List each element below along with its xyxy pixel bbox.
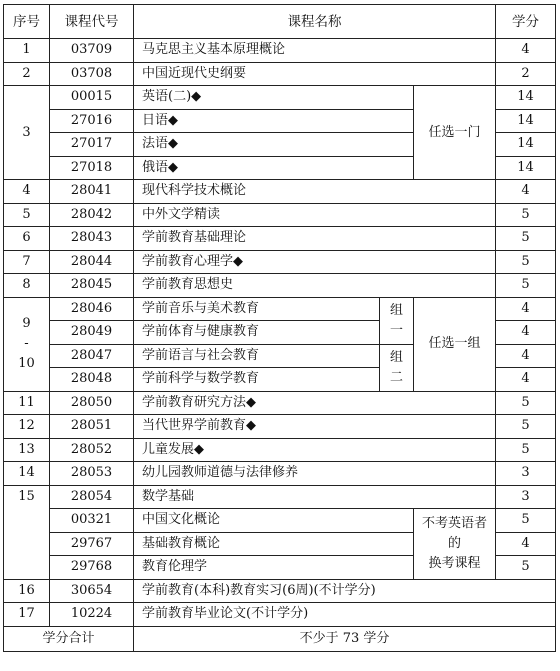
table-row <box>4 391 556 415</box>
row-credit: 5 <box>496 203 556 227</box>
row-credit: 14 <box>496 156 556 180</box>
row-code: 28045 <box>50 274 134 298</box>
row-code: 27018 <box>50 156 134 180</box>
row-name: 现代科学技术概论 <box>134 180 496 204</box>
row-code: 27017 <box>50 133 134 157</box>
table-row <box>4 250 556 274</box>
row-name: 日语◆ <box>134 109 414 133</box>
row-name: 马克思主义基本原理概论 <box>134 39 496 63</box>
row-name: 学前教育思想史 <box>134 274 496 298</box>
table-row <box>4 62 556 86</box>
row-name: 教育伦理学 <box>134 556 414 580</box>
row-code: 29768 <box>50 556 134 580</box>
table-row <box>4 274 556 298</box>
group-two-char-2: 二 <box>389 369 403 385</box>
header-credit: 学分 <box>496 5 556 39</box>
row-credit: 14 <box>496 109 556 133</box>
row-code: 00015 <box>50 86 134 110</box>
row-seq: 11 <box>4 391 50 415</box>
row-name: 中外文学精读 <box>134 203 496 227</box>
seq-dash: - <box>24 336 29 351</box>
group-choice-note: 任选一组 <box>414 297 496 391</box>
row-seq: 1 <box>4 39 50 63</box>
row-name: 学前教育心理学◆ <box>134 250 496 274</box>
header-code: 课程代号 <box>50 5 134 39</box>
row-seq: 17 <box>4 603 50 627</box>
row-name: 学前语言与社会教育 <box>134 344 380 368</box>
row-seq: 14 <box>4 462 50 486</box>
table-row <box>4 485 556 509</box>
table-row <box>4 509 556 533</box>
row-name: 学前教育研究方法◆ <box>134 391 496 415</box>
row-credit: 2 <box>496 62 556 86</box>
row-name: 幼儿园教师道德与法律修养 <box>134 462 496 486</box>
row-code: 28054 <box>50 485 134 509</box>
row-credit: 14 <box>496 86 556 110</box>
row-code: 28050 <box>50 391 134 415</box>
row-seq: 3 <box>4 86 50 180</box>
row-credit: 5 <box>496 274 556 298</box>
row-code: 00321 <box>50 509 134 533</box>
table-row <box>4 579 556 603</box>
row-code: 28051 <box>50 415 134 439</box>
alt-courses-line-1: 不考英语者的 <box>422 515 488 551</box>
group-one-char-1: 组 <box>389 302 403 318</box>
footer-label: 学分合计 <box>4 626 134 651</box>
row-credit: 4 <box>496 297 556 321</box>
seq-9: 9 <box>22 316 31 331</box>
row-code: 28052 <box>50 438 134 462</box>
course-table <box>3 4 556 652</box>
table-footer-row <box>4 626 556 651</box>
row-code: 28046 <box>50 297 134 321</box>
group-two-label <box>380 344 414 391</box>
row-code: 29767 <box>50 532 134 556</box>
table-header-row <box>4 5 556 39</box>
row-code: 03709 <box>50 39 134 63</box>
row-code: 10224 <box>50 603 134 627</box>
table-row <box>4 603 556 627</box>
group-one-char-2: 一 <box>389 322 403 338</box>
row-code: 27016 <box>50 109 134 133</box>
row-seq: 16 <box>4 579 50 603</box>
lang-choice-note: 任选一门 <box>414 86 496 180</box>
row-name: 学前体育与健康教育 <box>134 321 380 345</box>
row-seq: 4 <box>4 180 50 204</box>
row-credit: 3 <box>496 462 556 486</box>
row-code: 28049 <box>50 321 134 345</box>
row-name: 俄语◆ <box>134 156 414 180</box>
row-code: 28048 <box>50 368 134 392</box>
seq-10: 10 <box>18 356 35 371</box>
row-seq: 15 <box>4 485 50 579</box>
row-code: 28044 <box>50 250 134 274</box>
row-credit: 4 <box>496 532 556 556</box>
group-two-char-1: 组 <box>389 349 403 365</box>
row-name: 学前教育基础理论 <box>134 227 496 251</box>
row-seq: 8 <box>4 274 50 298</box>
footer-value: 不少于 73 学分 <box>134 626 556 651</box>
row-credit: 5 <box>496 509 556 533</box>
row-code: 28041 <box>50 180 134 204</box>
header-name: 课程名称 <box>134 5 496 39</box>
table-row <box>4 203 556 227</box>
row-name: 中国近现代史纲要 <box>134 62 496 86</box>
row-code: 30654 <box>50 579 134 603</box>
row-credit: 5 <box>496 250 556 274</box>
row-credit: 5 <box>496 438 556 462</box>
row-name: 学前教育(本科)教育实习(6周)(不计学分) <box>134 579 556 603</box>
row-credit: 5 <box>496 391 556 415</box>
row-credit: 4 <box>496 180 556 204</box>
table-row <box>4 180 556 204</box>
row-credit: 5 <box>496 415 556 439</box>
table-row <box>4 462 556 486</box>
row-name: 儿童发展◆ <box>134 438 496 462</box>
table-row <box>4 227 556 251</box>
row-credit: 5 <box>496 556 556 580</box>
row-credit: 4 <box>496 39 556 63</box>
row-code: 03708 <box>50 62 134 86</box>
row-name: 数学基础 <box>134 485 496 509</box>
table-row <box>4 39 556 63</box>
header-seq: 序号 <box>4 5 50 39</box>
table-row <box>4 86 556 110</box>
table-row <box>4 415 556 439</box>
alt-courses-note <box>414 509 496 580</box>
row-name: 学前科学与数学教育 <box>134 368 380 392</box>
row-seq: 6 <box>4 227 50 251</box>
group-one-label <box>380 297 414 344</box>
row-credit: 4 <box>496 368 556 392</box>
row-seq: 5 <box>4 203 50 227</box>
row-name: 英语(二)◆ <box>134 86 414 110</box>
alt-courses-line-2: 换考课程 <box>428 555 481 571</box>
row-credit: 14 <box>496 133 556 157</box>
row-name: 法语◆ <box>134 133 414 157</box>
row-name: 学前教育毕业论文(不计学分) <box>134 603 556 627</box>
row-code: 28042 <box>50 203 134 227</box>
row-code: 28053 <box>50 462 134 486</box>
row-seq: 7 <box>4 250 50 274</box>
row-code: 28047 <box>50 344 134 368</box>
table-row <box>4 438 556 462</box>
row-name: 中国文化概论 <box>134 509 414 533</box>
row-seq: 12 <box>4 415 50 439</box>
row-seq-9-10 <box>4 297 50 391</box>
row-credit: 4 <box>496 344 556 368</box>
row-code: 28043 <box>50 227 134 251</box>
table-row <box>4 297 556 321</box>
row-name: 基础教育概论 <box>134 532 414 556</box>
row-seq: 2 <box>4 62 50 86</box>
row-credit: 3 <box>496 485 556 509</box>
row-seq: 13 <box>4 438 50 462</box>
row-credit: 5 <box>496 227 556 251</box>
row-name: 当代世界学前教育◆ <box>134 415 496 439</box>
row-credit: 4 <box>496 321 556 345</box>
row-name: 学前音乐与美术教育 <box>134 297 380 321</box>
